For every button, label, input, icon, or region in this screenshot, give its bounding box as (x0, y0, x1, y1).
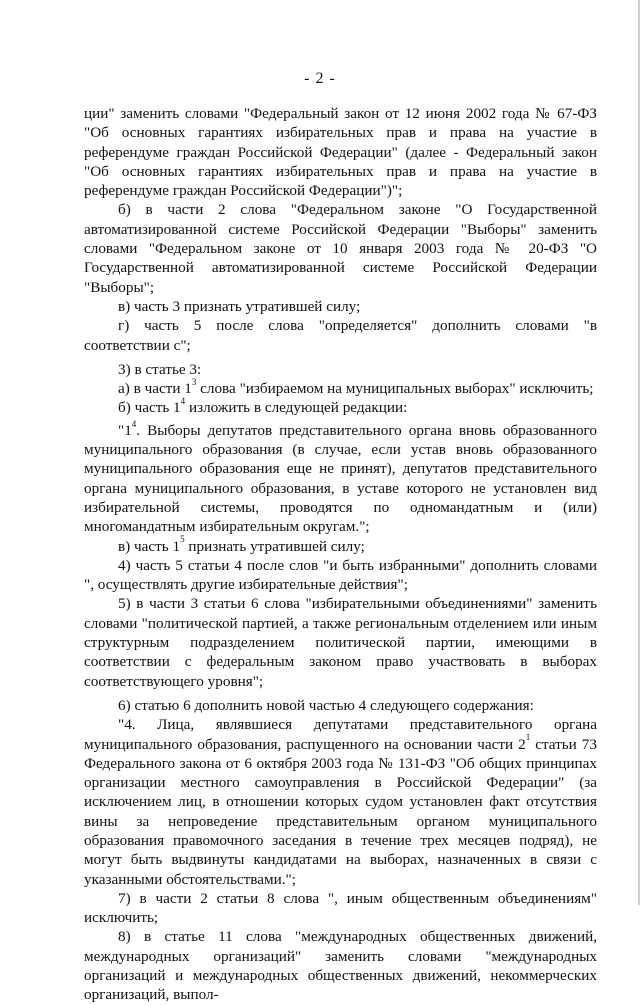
paragraph (84, 379, 597, 398)
text-run: признать утратившей силу; (184, 537, 365, 555)
paragraph: 5) в части 3 статьи 6 слова "избирательными объединениями" заменить словами "политической партией, а также региональным отделением или иным структурным подразделением политической партии, имеющими в соответствии с федеральным законом право участвовать в выборах соответствующего уровня"; (84, 595, 597, 690)
paragraph: 7) в части 2 статьи 8 слова ", иным общественным объединениям" исключить; (84, 889, 597, 927)
paragraph: ции" заменить словами "Федеральный закон от 12 июня 2002 года № 67-ФЗ "Об основных гарантиях избирательных прав и права на участие в референдуме граждан Российской Федерации" (далее - Федеральный закон "Об основных гарантиях избирательных прав и права на участие в референдуме граждан Российской Федерации")"; (84, 105, 597, 200)
text-run: "4. Лица, являвшиеся депутатами представительного органа муниципального образования, распущенного на основании части 2 (84, 716, 597, 753)
text-run: слова "избираемом на муниципальных выборах" исключить; (196, 380, 594, 398)
text-run: изложить в следующей редакции: (185, 399, 408, 417)
paragraph (84, 398, 597, 417)
paragraph: 6) статью 6 дополнить новой частью 4 следующего содержания: (118, 696, 534, 714)
paragraph (84, 418, 597, 537)
superscript: 4 (180, 396, 186, 407)
text-run: б) часть 1 (118, 399, 181, 417)
superscript: 5 (180, 534, 185, 545)
text-run: а) в части 1 (118, 380, 192, 398)
superscript: 4 (131, 418, 137, 429)
page-number: - 2 - (304, 70, 336, 87)
paragraph: в) часть 3 признать утратившей силу; (118, 297, 361, 315)
paragraph: 3) в статье 3: (118, 360, 202, 378)
superscript: 3 (191, 377, 197, 388)
document-body (84, 104, 597, 1005)
superscript: 1 (525, 732, 531, 743)
text-run: . Выборы депутатов представительного органа вновь образованного муниципального образования (в случае, если устав вновь образованного муниципального образования еще не принят), депутатов представительного органа муниципального образования, в уставе которого не установлен вид избирательной системы, проводятся по одномандатным и (или) многомандатным избирательным округам."; (84, 421, 597, 536)
paragraph (84, 715, 597, 889)
text-run: в) часть 1 (118, 537, 181, 555)
paragraph: 8) в статье 11 слова "международных общественных движений, международных организаций" заменить словами "международных организаций и международных общественных движений, некоммерческих организаций, выпол- (84, 928, 597, 1004)
text-run: статьи 73 Федерального закона от 6 октября 2003 года № 131-ФЗ "Об общих принципах организации местного самоуправления в Российской Федерации" (за исключением лиц, в отношении которых судом установлен факт отсутствия вины за непроведение представительным органом муниципального образования правомочного заседания в течение трех месяцев подряд), не могут быть выдвинуты кандидатами на выборах, назначенных в связи с указанными обстоятельствами."; (84, 735, 597, 888)
paragraph (84, 534, 597, 556)
text-run: "1 (118, 421, 132, 439)
paragraph: 4) часть 5 статьи 4 после слов "и быть избранными" дополнить словами ", осуществлять другие избирательные действия"; (84, 556, 597, 594)
paragraph: г) часть 5 после слова "определяется" дополнить словами "в соответствии с"; (84, 317, 597, 354)
paragraph: б) в части 2 слова "Федеральном законе "О Государственной автоматизированной системе Российской Федерации "Выборы" заменить словами "Федеральном законе от 10 января 2003 года № 20-ФЗ "О Государственной автоматизированной системе Российской Федерации "Выборы"; (84, 201, 597, 296)
